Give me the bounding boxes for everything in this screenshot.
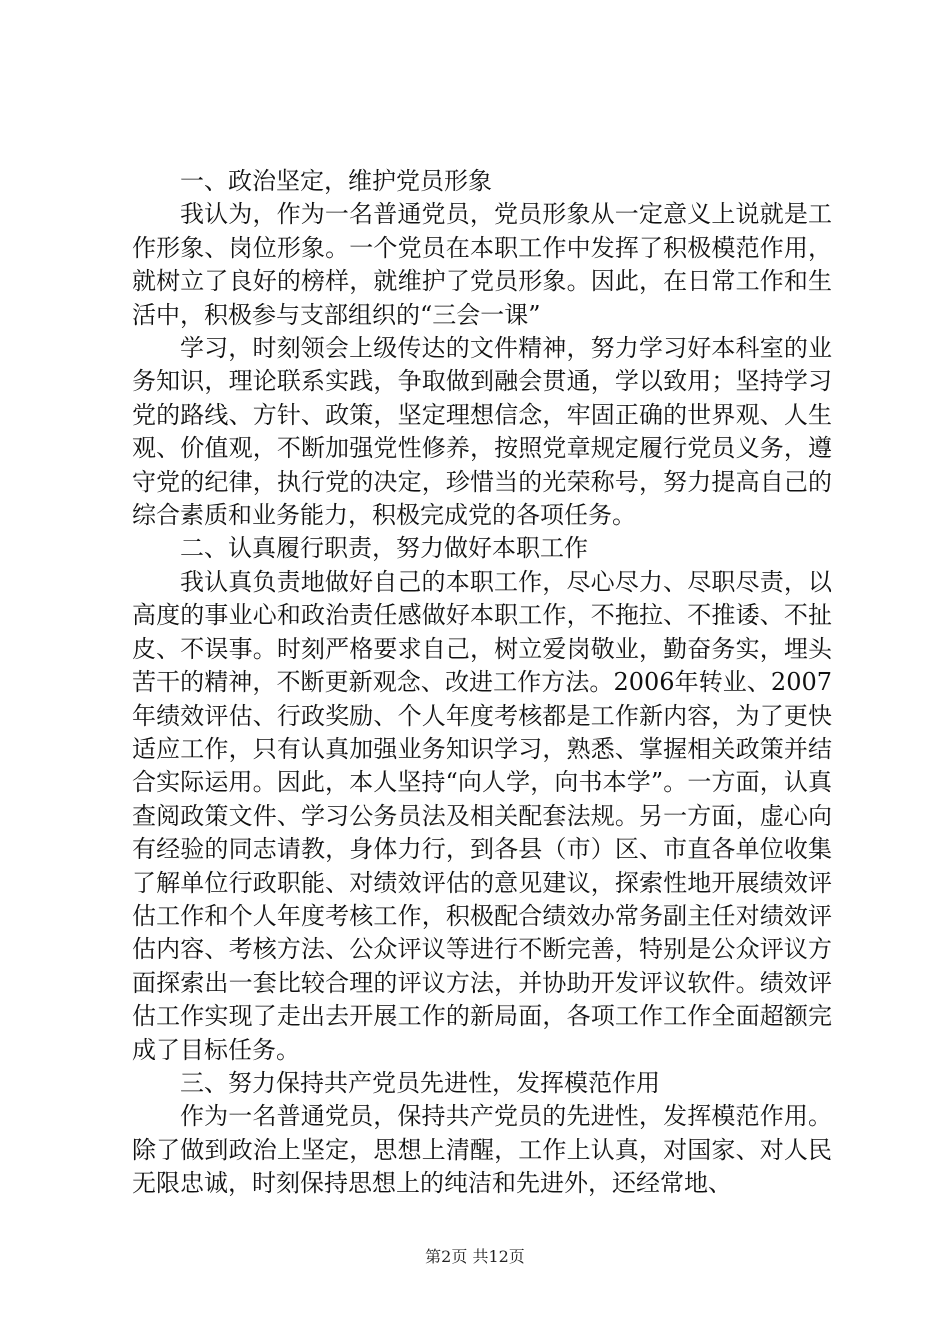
paragraph: 作为一名普通党员，保持共产党员的先进性，发挥模范作用。除了做到政治上坚定，思想上清醒，工作上认真，对国家、对人民无限忠诚，时刻保持思想上的纯洁和先进外，还经常地、 xyxy=(132,1102,832,1198)
paragraph: 我认为，作为一名普通党员，党员形象从一定意义上说就是工作形象、岗位形象。一个党员在本职工作中发挥了积极模范作用，就树立了良好的榜样，就维护了党员形象。因此，在日常工作和生活中，积极参与支部组织的“三会一课” xyxy=(132,200,832,329)
paragraph: 我认真负责地做好自己的本职工作，尽心尽力、尽职尽责，以高度的事业心和政治责任感做好本职工作，不拖拉、不推诿、不扯皮、不误事。时刻严格要求自己，树立爱岗敬业，勤奋务实，埋头苦干的精神，不断更新观念、改进工作方法。2006年转业、2007年绩效评估、行政奖励、个人年度考核都是工作新内容，为了更快适应工作，只有认真加强业务知识学习，熟悉、掌握相关政策并结合实际运用。因此，本人坚持“向人学，向书本学”。一方面，认真查阅政策文件、学习公务员法及相关配套法规。另一方面，虚心向有经验的同志请教，身体力行，到各县（市）区、市直各单位收集了解单位行政职能、对绩效评估的意见建议，探索性地开展绩效评估工作和个人年度考核工作，积极配合绩效办常务副主任对绩效评估内容、考核方法、公众评议等进行不断完善，特别是公众评议方面探索出一套比较合理的评议方法，并协助开发评议软件。绩效评估工作实现了走出去开展工作的新局面，各项工作工作全面超额完成了目标任务。 xyxy=(132,567,832,1064)
page-footer xyxy=(0,1244,950,1267)
section-heading-2: 二、认真履行职责，努力做好本职工作 xyxy=(180,534,588,563)
paragraph: 学习，时刻领会上级传达的文件精神，努力学习好本科室的业务知识，理论联系实践，争取做到融会贯通，学以致用；坚持学习党的路线、方针、政策，坚定理想信念，牢固正确的世界观、人生观、价值观，不断加强党性修养，按照党章规定履行党员义务，遵守党的纪律，执行党的决定，珍惜当的光荣称号，努力提高自己的综合素质和业务能力，积极完成党的各项任务。 xyxy=(132,334,832,530)
document-body xyxy=(132,165,832,1201)
section-heading-1: 一、政治坚定，维护党员形象 xyxy=(180,167,492,195)
section-heading-3: 三、努力保持共产党员先进性，发挥模范作用 xyxy=(180,1068,660,1097)
page-number: 第2页 共12页 xyxy=(425,1247,525,1266)
